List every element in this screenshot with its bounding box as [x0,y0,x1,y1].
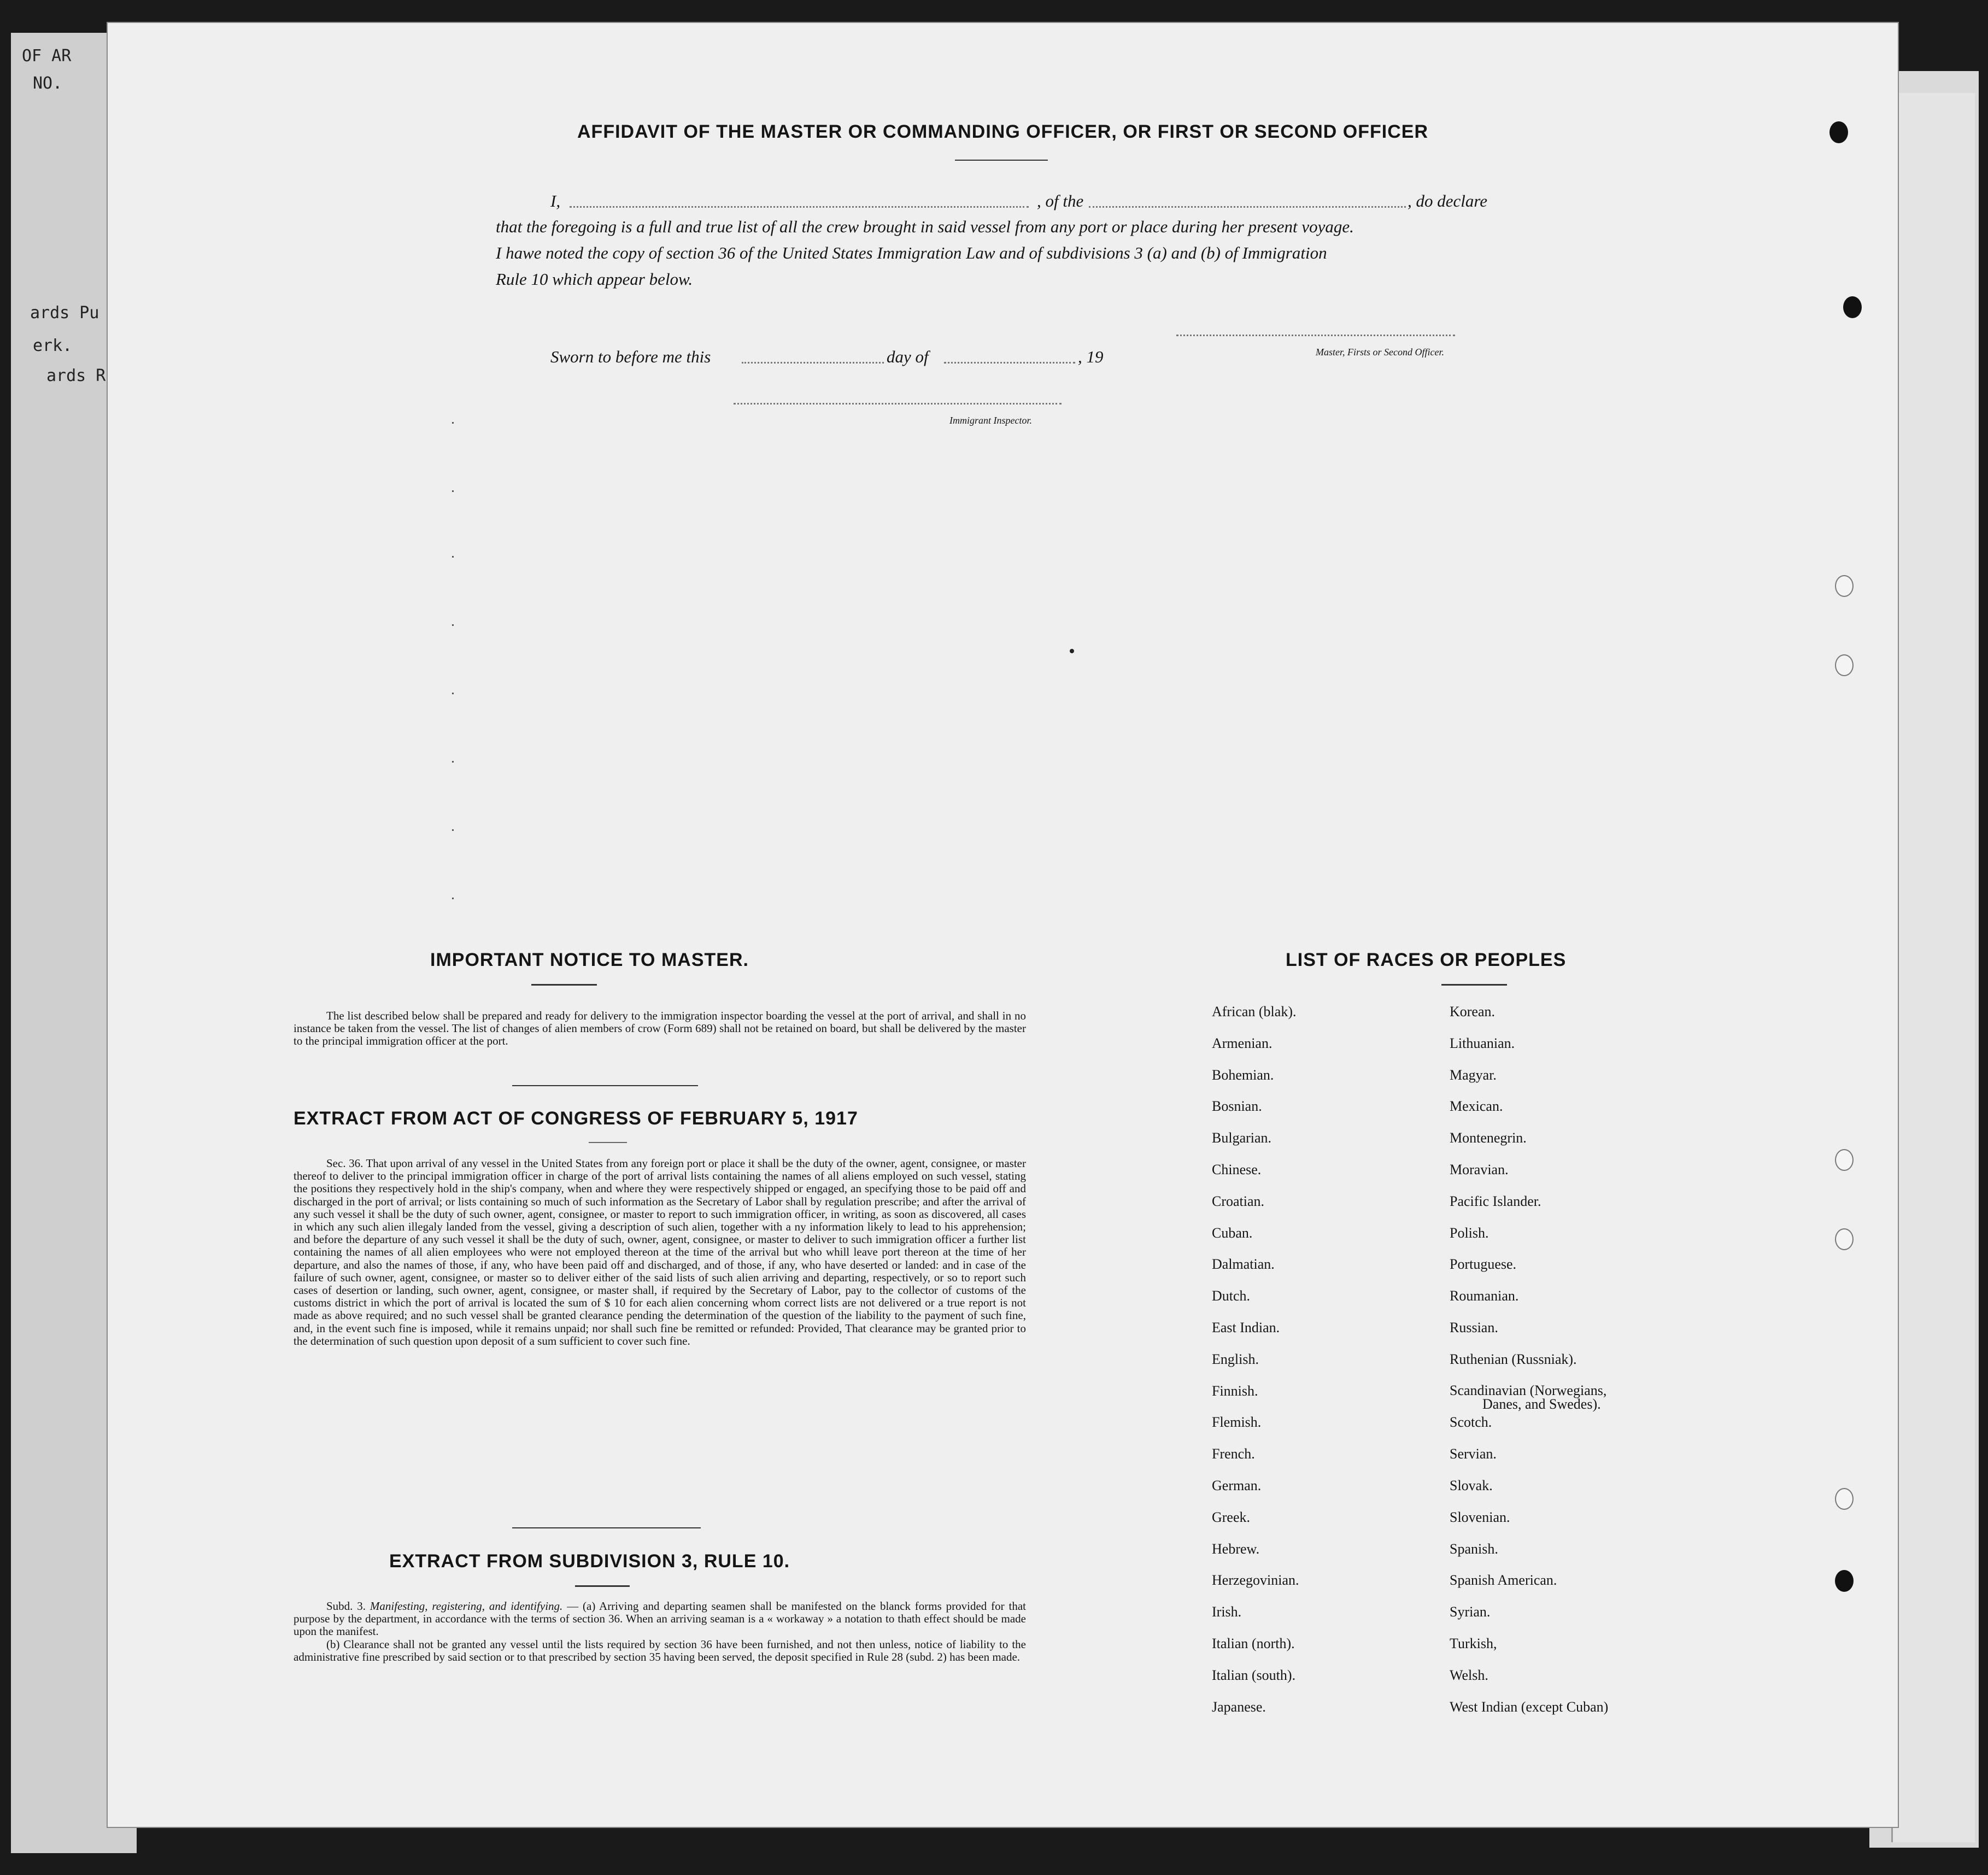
race-item-wrapped [1450,1384,1608,1415]
race-item: Dutch. [1212,1288,1251,1304]
race-item: East Indian. [1212,1319,1280,1335]
race-item: Flemish. [1212,1414,1262,1431]
race-item: Turkish, [1450,1635,1497,1651]
edge-fragment: NO. [33,74,63,93]
punch-hole [1835,575,1854,597]
race-item: Hebrew. [1212,1540,1260,1557]
extract-rule-text [294,1600,1026,1663]
race-item: Bulgarian. [1212,1130,1272,1146]
day-of-label: day of [887,347,929,366]
underlying-sheet-right-edge [1891,93,1975,1842]
race-item: Polish. [1450,1224,1489,1241]
extract-rule-rule [575,1585,630,1587]
race-item: West Indian (except Cuban) [1450,1698,1609,1715]
edge-fragment: ards Pu [30,303,99,323]
affidavit-i-label: I, [550,191,561,210]
subd-a-text: — (a) Arriving and departing seamen shall be manifested on the blanck forms provided for that purpose by the department, in accordance with the terms of section 36. When an arriving seaman is a « workaway » a notation to thath effect should be made upon the manifest. [294,1599,1027,1638]
race-item: Cuban. [1212,1224,1253,1241]
race-item: Servian. [1450,1446,1497,1462]
race-item: Welsh. [1450,1667,1488,1683]
affidavit-do-declare: , do declare [1408,191,1488,210]
race-item: German. [1212,1477,1262,1493]
subdivision-a-paragraph [294,1600,1026,1638]
races-column-1 [1212,1004,1299,1731]
race-item: Portuguese. [1450,1256,1517,1273]
edge-fragment: erk. [33,336,73,355]
punch-hole [1835,1228,1854,1250]
signature-blank [1176,335,1455,336]
year-label: , 19 [1078,347,1104,366]
punch-hole [1835,1488,1854,1510]
race-item: Armenian. [1212,1035,1272,1051]
races-rule [1441,984,1507,986]
subdivision-b-paragraph: (b) Clearance shall not be granted any vessel until the lists required by section 36 have been furnished, and not then unless, notice of liability to the administrative fine prescribed by said section or to that prescribed by section 35 having been served, the deposit specified in Rule 28 (subd. 2) has been made. [294,1637,1026,1663]
race-item: Pacific Islander. [1450,1193,1541,1209]
name-blank [570,206,1029,208]
margin-tick [452,693,454,694]
race-item: Ruthenian (Russniak). [1450,1351,1577,1367]
edge-fragment: OF AR [22,46,72,66]
races-column-2 [1450,1004,1608,1731]
sworn-label: Sworn to before me this [550,347,711,366]
margin-tick [452,761,454,763]
race-item: Bosnian. [1212,1098,1262,1115]
edge-fragment: ards R [46,366,106,385]
sworn-day-blank [742,362,884,364]
affidavit-line-2: that the foregoing is a full and true list of all the crew brought in said vessel from any port or place during her present voyage. [496,217,1354,236]
affidavit-line-4: Rule 10 which appear below. [496,269,693,289]
margin-tick [452,490,454,492]
extract-act-text [294,1157,1026,1347]
section-divider [512,1085,698,1086]
race-item: Dalmatian. [1212,1256,1275,1273]
margin-tick [452,624,454,626]
race-item: Greek. [1212,1509,1251,1525]
race-item: French. [1212,1446,1255,1462]
race-item: Spanish American. [1450,1572,1557,1589]
notice-text [294,1010,1026,1048]
form-page [107,22,1899,1828]
notice-title: IMPORTANT NOTICE TO MASTER. [430,950,749,970]
race-item-continuation: Danes, and Swedes). [1482,1396,1601,1412]
section-divider [512,1527,701,1528]
extract-act-rule [589,1142,627,1143]
punch-hole [1843,296,1862,318]
notice-rule [531,984,597,986]
punch-hole [1835,1570,1854,1592]
race-item: African (blak). [1212,1004,1297,1019]
race-item: Syrian. [1450,1604,1491,1620]
race-item: Japanese. [1212,1698,1266,1715]
race-item: Spanish. [1450,1540,1498,1557]
extract-act-title: EXTRACT FROM ACT OF CONGRESS OF FEBRUARY 5, 1917 [294,1108,858,1129]
subd-heading: Manifesting, registering, and identifying. [370,1599,563,1613]
race-item: Chinese. [1212,1161,1262,1177]
race-item: Italian (north). [1212,1635,1295,1651]
race-item-line: Scandinavian (Norwegians, [1450,1382,1607,1398]
subd-lead: Subd. 3. [326,1599,366,1613]
race-item: Mexican. [1450,1098,1503,1115]
margin-tick [452,422,454,424]
race-item: Montenegrin. [1450,1130,1527,1146]
section-36-paragraph: Sec. 36. That upon arrival of any vessel in the United States from any foreign port or place it shall be the duty of the owner, agent, consignee, or master thereof to deliver to the principal immigration officer in charge of the port of arrival lists containing the names of all aliens employed on such vessel, stating the positions they respectively hold in the ship's company, when and where they were respectively shipped or engaged, an specifying those to be paid off and discharged in the port of arrival; or lists containing so much of such information as the Secretary of Labor shall by regulation prescribe; and after the arrival of any such vessel it shall be the duty of such owner, agent, consignee, or master to report to such immigration officer, in writing, as soon as discovered, all cases in which any such alien illegaly landed from the vessel, giving a description of such alien, together with a ny information likely to lead to his apprehension; and before the departure of any such vessel it shall be the duty of such, owner, agent, consignee, or master to deliver to such immigration officer a further list containing the names of all alien employees who were not employed thereon at the time of the arrival but who whill leave port thereon at the time of her departure, and also the names of those, if any, who have been paid off and discharged, and of those, if any, who have deserted or landed: and in case of the failure of such owner, agent, consignee, or master so to deliver either of the said lists of such alien arriving and departing, respectively, or so to report such cases of desertion or landing, such owner, agent, consignee, or master shall, if required by the Secretary of Labor, pay to the collector of customs of the customs district in which the port of arrival is located the sum of $ 10 for each alien concerning whom correct lists are not delivered or a true report is not made as above required; and no such vessel shall be granted clearance pending the determination of the question of the liability to the payment of such fine, and, in the event such fine is imposed, while it remains unpaid; nor shall such fine be remitted or refunded: Provided, That clearance may be granted prior to the determination of such question upon deposit of a sum sufficient to cover such fine. [294,1157,1026,1347]
race-item: English. [1212,1351,1259,1367]
race-item: Herzegovinian. [1212,1572,1299,1589]
inspector-label: Immigrant Inspector. [949,415,1032,426]
punch-hole [1835,1149,1854,1171]
race-item: Italian (south). [1212,1667,1296,1683]
race-item: Lithuanian. [1450,1035,1515,1051]
affidavit-title: AFFIDAVIT OF THE MASTER OR COMMANDING OFFICER, OR FIRST OR SECOND OFFICER [577,121,1428,142]
margin-tick [452,556,454,558]
races-title: LIST OF RACES OR PEOPLES [1286,950,1567,970]
race-item: Bohemian. [1212,1067,1274,1083]
race-item: Magyar. [1450,1067,1497,1083]
punch-hole [1829,121,1848,143]
race-item: Roumanian. [1450,1288,1519,1304]
race-item: Russian. [1450,1319,1498,1335]
punch-hole [1835,654,1854,676]
race-item: Moravian. [1450,1161,1509,1177]
notice-paragraph: The list described below shall be prepared and ready for delivery to the immigration inspector boarding the vessel at the port of arrival, and shall in no instance be taken from the vessel. The list of changes of alien members of crow (Form 689) shall not be retained on board, but shall be delivered by the master to the principal immigration officer at the port. [294,1009,1026,1048]
race-item: Croatian. [1212,1193,1265,1209]
race-item: Irish. [1212,1604,1242,1620]
signature-label: Master, Firsts or Second Officer. [1316,347,1444,358]
extract-rule-title: EXTRACT FROM SUBDIVISION 3, RULE 10. [389,1551,790,1572]
title-rule [955,160,1048,161]
ink-speck [1070,649,1074,653]
race-item: Scotch. [1450,1414,1492,1431]
affidavit-line-3: I hawe noted the copy of section 36 of the United States Immigration Law and of subdivisions 3 (a) and (b) of Immigration [496,243,1327,262]
vessel-blank [1089,206,1406,208]
sworn-month-blank [944,362,1075,364]
race-item: Slovenian. [1450,1509,1510,1525]
margin-tick [452,898,454,899]
race-item: Slovak. [1450,1477,1493,1493]
race-item: Finnish. [1212,1382,1258,1399]
race-item: Korean. [1450,1004,1496,1019]
inspector-blank [734,403,1062,405]
affidavit-of-the: , of the [1037,191,1084,210]
margin-tick [452,829,454,831]
